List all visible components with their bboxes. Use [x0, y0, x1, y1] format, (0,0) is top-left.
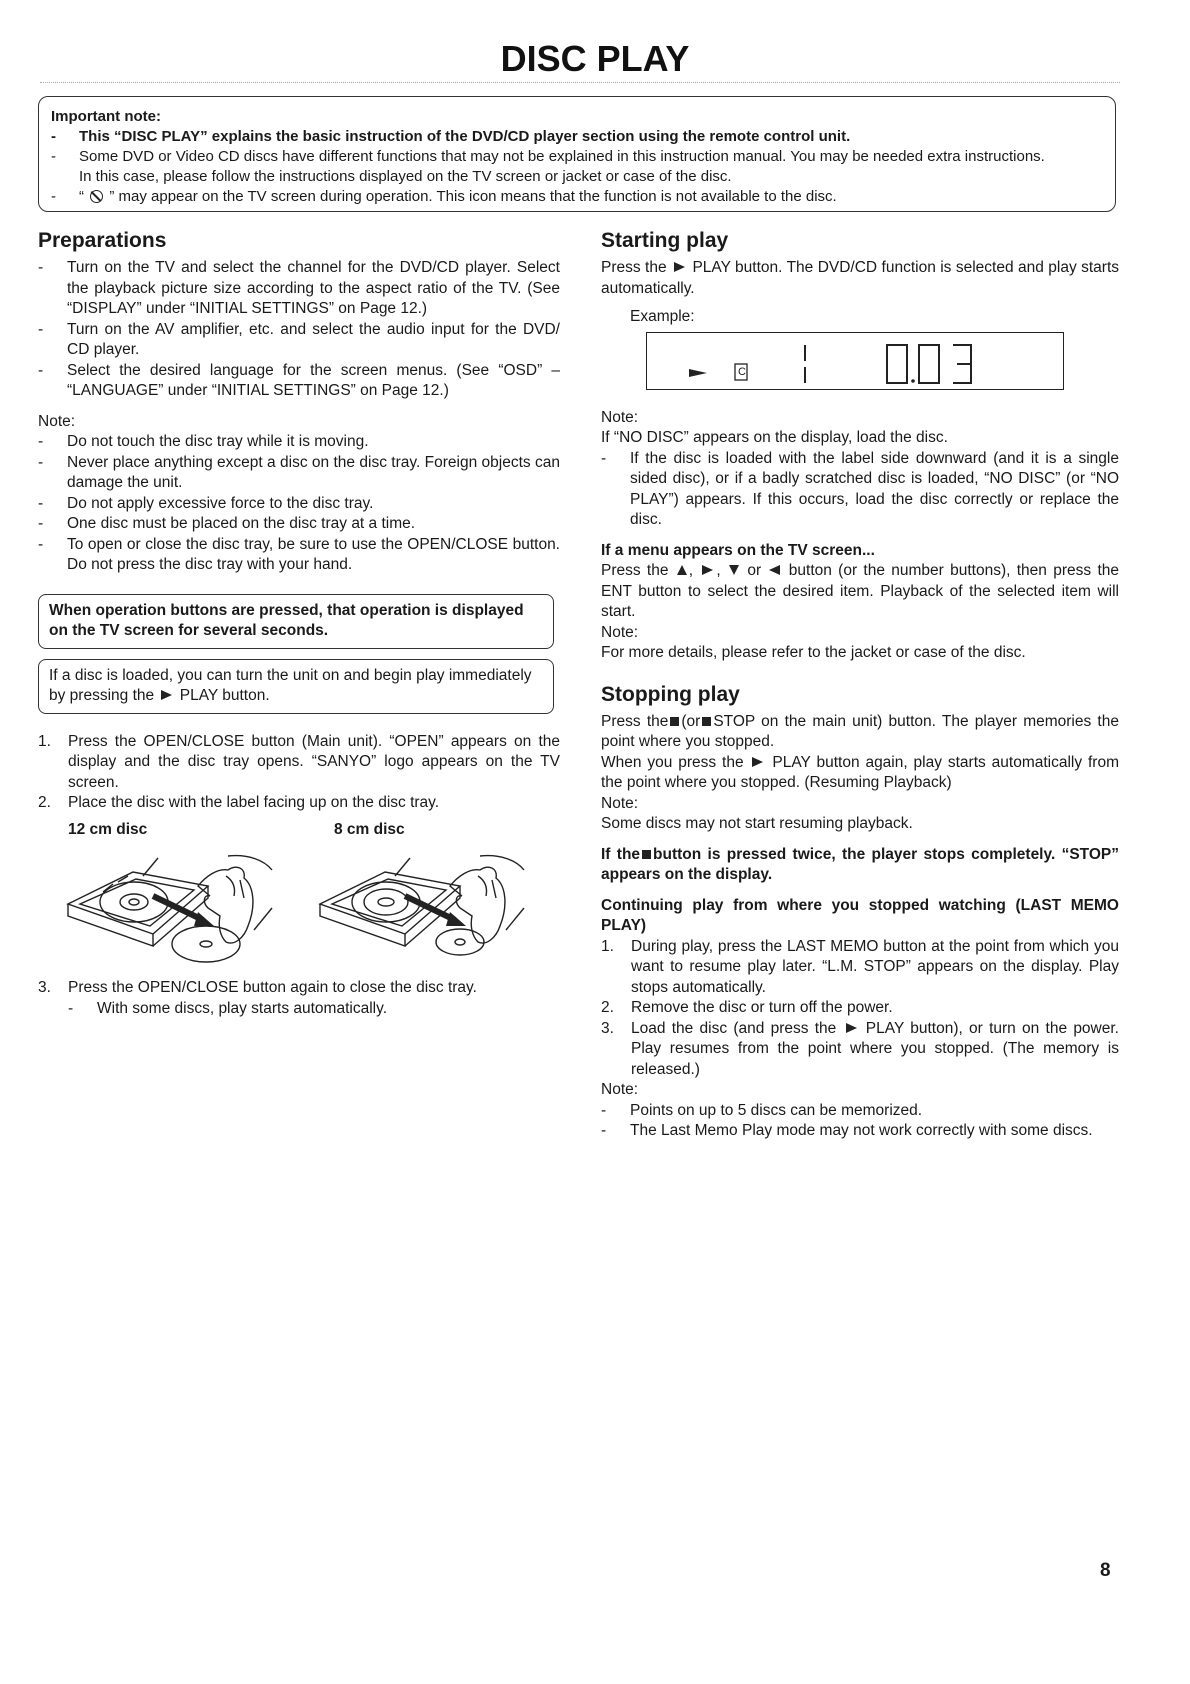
display-number [885, 343, 981, 383]
dash: - [51, 188, 56, 205]
prohibited-icon-explanation: ” may appear on the TV screen during operation. This icon means that the function is not available to the disc. [109, 188, 837, 205]
menu-text: Press the , , or button (or the number buttons), then press the ENT button to select the desired item. Playback of the selected item will start. [601, 562, 1119, 620]
operation-display-box: When operation buttons are pressed, that operation is displayed on the TV screen for several seconds. [38, 594, 554, 649]
left-arrow-icon [769, 565, 780, 575]
up-arrow-icon [677, 565, 687, 575]
stop-icon [702, 717, 711, 726]
dash: - [68, 999, 74, 1017]
example-label: Example: [630, 308, 695, 325]
page-number: 8 [1100, 1560, 1111, 1581]
list-item: - Never place anything except a disc on the disc tray. Foreign objects can damage the unit. [38, 453, 560, 494]
dash: - [601, 1122, 607, 1139]
play-icon [752, 757, 763, 767]
disc-12cm-illustration [58, 846, 288, 968]
list-item: - The Last Memo Play mode may not work correctly with some discs. [601, 1121, 1119, 1142]
list-item: - Turn on the AV amplifier, etc. and select the audio input for the DVD/ CD player. [38, 320, 560, 361]
play-icon [674, 262, 685, 272]
list-item: - Select the desired language for the screen menus. (See “OSD” – “LANGUAGE” under “INITIAL SETTINGS” on Page 12.) [38, 361, 560, 402]
step-item: 3. Load the disc (and press the PLAY button), or turn on the power. Play resumes from the point where you stopped. (The memory is released.) [601, 1019, 1119, 1078]
step-item: 1. Press the OPEN/CLOSE button (Main unit). “OPEN” appears on the display and the disc tray opens. “SANYO” logo appears on the TV screen. [38, 732, 560, 791]
important-note-item [51, 187, 1105, 207]
dash: - [38, 259, 44, 276]
dash: - [38, 453, 44, 471]
disc-8cm-illustration [310, 846, 540, 968]
right-column [601, 228, 1119, 1142]
disc-12cm-label: 12 cm disc [68, 820, 148, 838]
sub-list-item: - With some discs, play starts automatically. [38, 999, 560, 1020]
left-column [38, 228, 560, 1019]
step-item: 2. Place the disc with the label facing up on the disc tray. [38, 794, 440, 811]
stopping-play-text: Press the (or STOP on the main unit) button. The player memories the point where you stopped. [601, 712, 1119, 750]
disc-illustrations [38, 840, 560, 968]
dash: - [51, 148, 56, 165]
dash: - [38, 515, 44, 532]
dash: - [38, 494, 44, 512]
note-label: Note: [601, 794, 639, 812]
dash: - [51, 128, 56, 145]
note-label: Note: [601, 1081, 639, 1098]
important-note-item [51, 167, 1105, 187]
important-note-item [51, 127, 1105, 147]
open-quote: “ [79, 188, 84, 205]
example-display [646, 332, 1064, 390]
step-item: 1. During play, press the LAST MEMO button at the point from which you want to resume play later. “L.M. STOP” appears on the display. Play stops automatically. [601, 937, 1119, 996]
dash: - [38, 535, 44, 553]
important-note-box [38, 96, 1116, 212]
display-c-label: C [738, 365, 746, 378]
list-item: - Do not apply excessive force to the disc tray. [38, 494, 560, 515]
stop-icon [670, 717, 679, 726]
menu-heading: If a menu appears on the TV screen... [601, 541, 875, 559]
last-memo-heading: Continuing play from where you stopped watching (LAST MEMO PLAY) [601, 896, 1119, 934]
menu-note: For more details, please refer to the jacket or case of the disc. [601, 644, 1026, 661]
title-rule [40, 82, 1120, 83]
dash: - [601, 449, 607, 467]
important-note-text [79, 187, 837, 207]
note-label: Note: [601, 623, 639, 641]
dash: - [38, 433, 44, 450]
down-arrow-icon [729, 565, 739, 575]
list-item: - One disc must be placed on the disc tray at a time. [38, 514, 560, 535]
dash: - [38, 320, 44, 338]
important-note-text: This “DISC PLAY” explains the basic instruction of the DVD/CD player section using the remote control unit. [79, 128, 851, 145]
disc-loaded-box: If a disc is loaded, you can turn the unit on and begin play immediately by pressing the PLAY button. [38, 659, 554, 714]
list-item: - Do not touch the disc tray while it is moving. [38, 432, 560, 453]
dash: - [601, 1101, 607, 1119]
step-item: 2. Remove the disc or turn off the power. [601, 999, 893, 1016]
note-label: Note: [38, 412, 76, 430]
stop-twice-text: If the button is pressed twice, the player stops completely. “STOP” appears on the display. [601, 845, 1120, 883]
important-note-text: Some DVD or Video CD discs have different functions that may not be explained in this instruction manual. You may be needed extra instructions. [79, 148, 1045, 165]
page-title: DISC PLAY [500, 38, 690, 79]
important-note-text: In this case, please follow the instructions displayed on the TV screen or jacket or case of the disc. [79, 168, 732, 185]
stop-icon [642, 850, 651, 859]
important-note-item [51, 147, 1105, 167]
display-play-icon [689, 369, 707, 377]
stopping-play-heading: Stopping play [601, 682, 740, 706]
play-icon [161, 690, 172, 700]
resume-note: Some discs may not start resuming playback. [601, 815, 913, 832]
play-icon [846, 1023, 857, 1033]
starting-play-heading: Starting play [601, 229, 729, 252]
no-disc-note: If “NO DISC” appears on the display, load the disc. [601, 429, 948, 446]
disc-8cm-label: 8 cm disc [334, 820, 405, 838]
starting-play-text: Press the PLAY button. The DVD/CD function is selected and play starts automatically. [601, 259, 1120, 297]
list-item: - Points on up to 5 discs can be memorized. [601, 1101, 1119, 1122]
prohibited-icon [90, 190, 103, 203]
preparations-heading: Preparations [38, 229, 167, 252]
right-arrow-icon [702, 565, 713, 575]
display-segments [647, 333, 1063, 389]
list-item: - To open or close the disc tray, be sure to use the OPEN/CLOSE button. Do not press the disc tray with your hand. [38, 535, 560, 576]
list-item: - Turn on the TV and select the channel for the DVD/CD player. Select the playback picture size according to the aspect ratio of the TV. (See “DISPLAY” under “INITIAL SETTINGS” on Page 12.) [38, 258, 560, 320]
note-label: Note: [601, 408, 639, 426]
dash: - [38, 361, 44, 379]
important-note-heading: Important note: [51, 108, 161, 125]
list-item: - If the disc is loaded with the label side downward (and it is a single sided disc), or if a badly scratched disc is loaded, “NO DISC” (or “NO PLAY”) appears. If this occurs, load the disc correctly or replace the disc. [601, 449, 1119, 531]
step-item: 3. Press the OPEN/CLOSE button again to close the disc tray. [38, 979, 477, 996]
disc-size-labels [38, 820, 560, 841]
resume-text: When you press the PLAY button again, play starts automatically from the point where you stopped. (Resuming Playback) [601, 753, 1119, 791]
